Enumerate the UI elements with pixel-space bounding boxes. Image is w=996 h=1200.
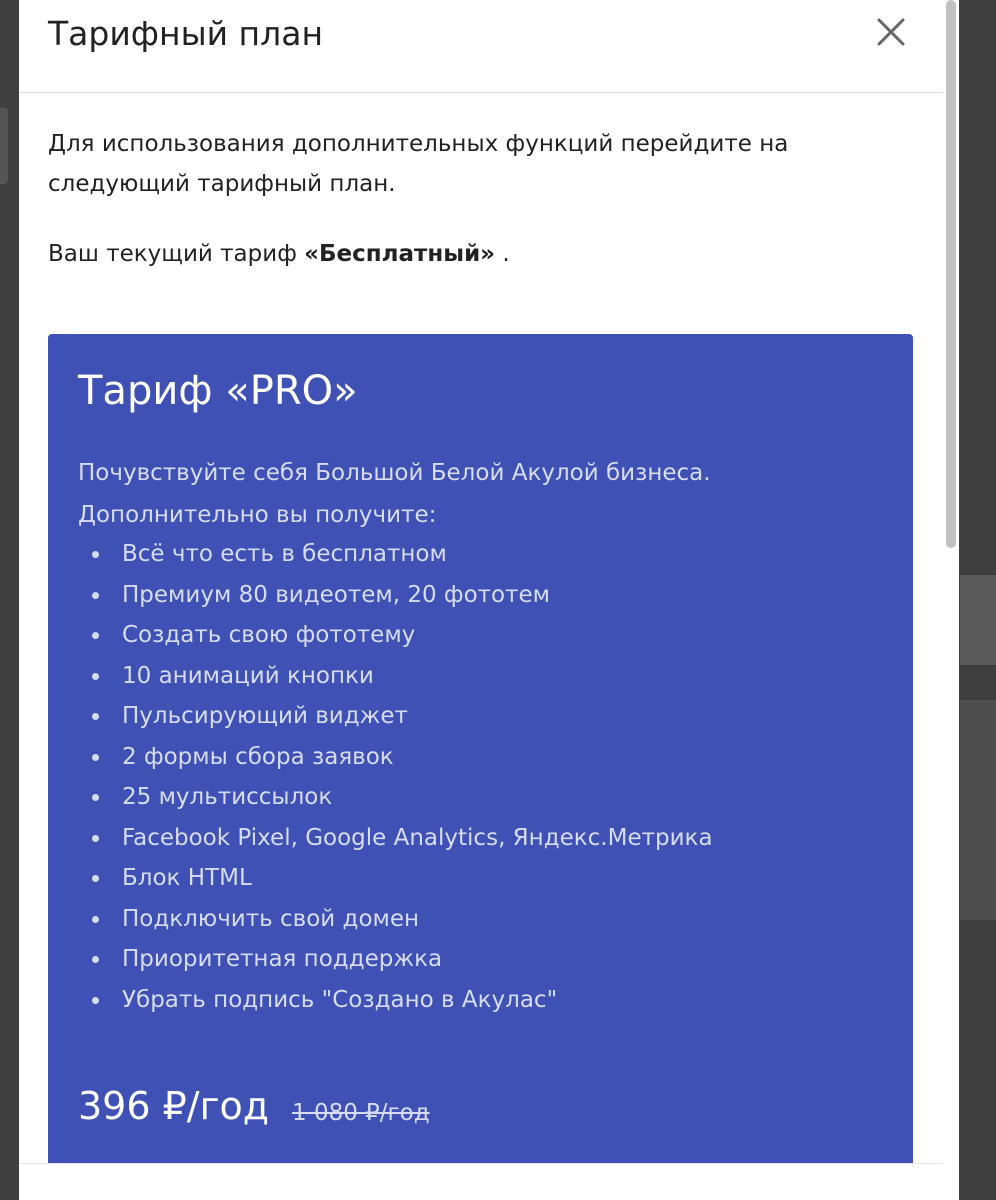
modal-title: Тарифный план [48,14,324,53]
feature-item: Приоритетная поддержка [78,939,878,980]
feature-item: Подключить свой домен [78,899,878,940]
plan-description [78,452,878,494]
feature-item: Пульсирующий виджет [78,696,878,737]
feature-item: Блок HTML [78,858,878,899]
feature-item: 25 мультиссылок [78,777,878,818]
current-plan-text [48,234,510,274]
modal-header [19,0,943,93]
close-button[interactable] [873,14,909,50]
feature-item: Премиум 80 видеотем, 20 фототем [78,575,878,616]
plan-old-price: 1 080 ₽/год [292,1100,430,1126]
current-plan-name: «Бесплатный» [304,241,496,267]
plan-description-line-2: Дополнительно вы получите: [78,502,437,528]
scrollbar-thumb[interactable] [946,0,956,548]
close-icon [873,14,909,50]
modal-footer [19,1163,943,1200]
feature-item: 10 анимаций кнопки [78,656,878,697]
feature-item: Создать свою фототему [78,615,878,656]
plan-title: Тариф «PRO» [78,368,358,414]
current-plan-prefix: Ваш текущий тариф [48,241,305,267]
current-plan-suffix: . [495,241,510,267]
pro-plan-card[interactable] [48,334,913,1200]
background-panel-lower [960,700,996,920]
plan-features-list [78,534,878,1020]
plan-description-2 [78,494,878,536]
feature-item: Убрать подпись "Создано в Акулас" [78,980,878,1021]
plan-price: 396 ₽/год [78,1084,270,1128]
feature-item: 2 формы сбора заявок [78,737,878,778]
upgrade-intro-text: Для использования дополнительных функций перейдите на следующий тарифный план. [48,131,789,197]
feature-item: Facebook Pixel, Google Analytics, Яндекс.Метрика [78,818,878,859]
background-panel [960,575,996,665]
plan-description-line-1: Почувствуйте себя Большой Белой Акулой бизнеса. [78,460,711,486]
feature-item: Всё что есть в бесплатном [78,534,878,575]
tariff-plan-modal [19,0,943,1200]
background-sidebar-edge [0,108,8,184]
